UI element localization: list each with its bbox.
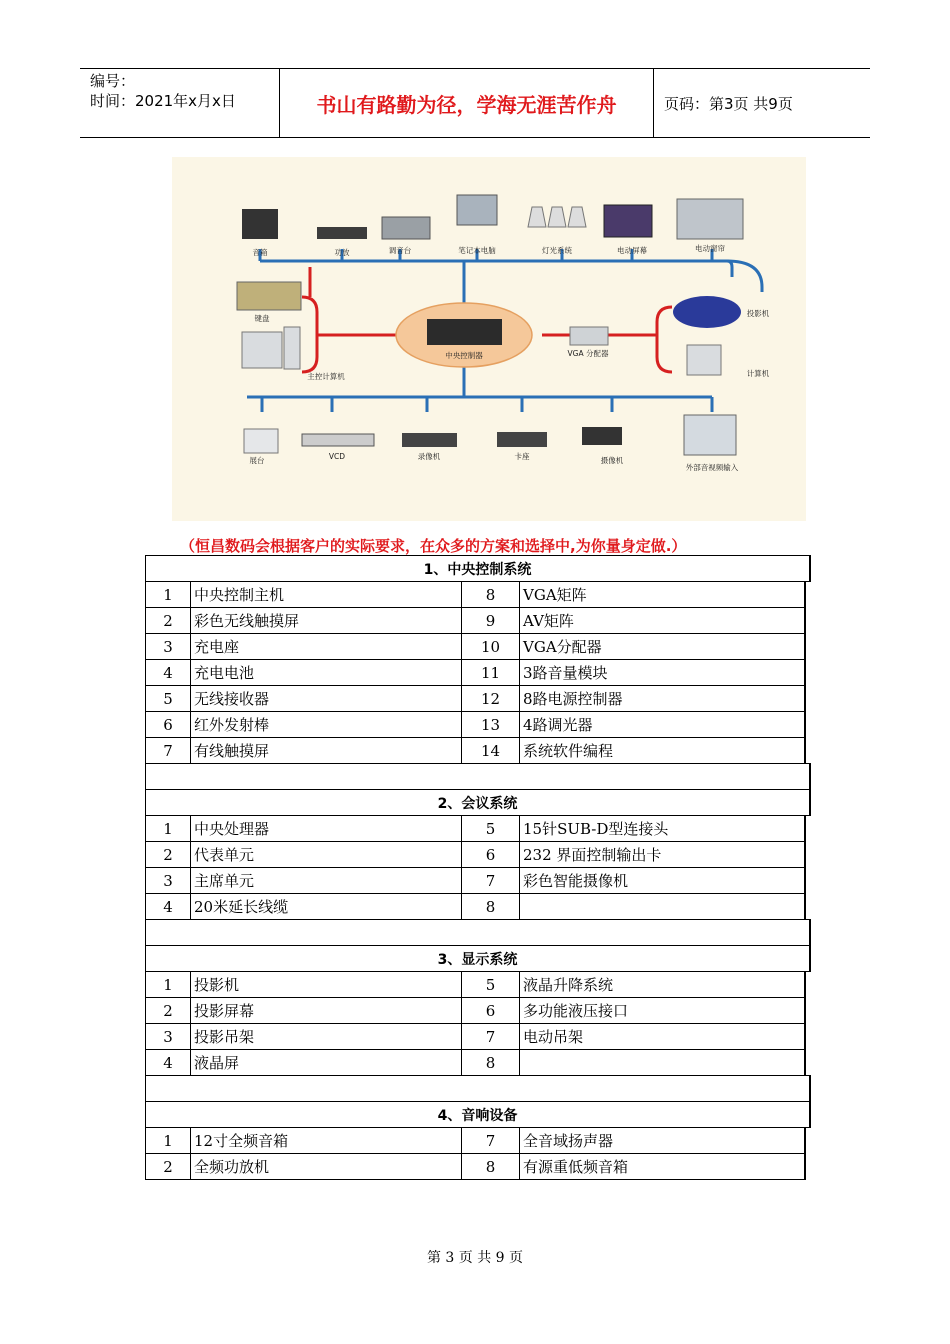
item-number: 2 bbox=[145, 841, 191, 868]
item-number: 5 bbox=[145, 685, 191, 712]
item-number: 7 bbox=[461, 867, 520, 894]
item-name: VGA分配器 bbox=[519, 633, 806, 660]
item-name: 20米延长线缆 bbox=[190, 893, 462, 920]
header-motto: 书山有路勤为径，学海无涯苦作舟 bbox=[280, 69, 654, 137]
device-label: 笔记本电脑 bbox=[458, 246, 496, 255]
item-name bbox=[519, 893, 806, 920]
item-number: 10 bbox=[461, 633, 520, 660]
mixer-icon bbox=[382, 217, 430, 239]
item-number: 12 bbox=[461, 685, 520, 712]
table-row bbox=[145, 711, 811, 738]
lighting-icon bbox=[528, 207, 586, 227]
item-name: 无线接收器 bbox=[190, 685, 462, 712]
item-name: 系统软件编程 bbox=[519, 737, 806, 764]
item-number: 3 bbox=[145, 867, 191, 894]
device-label: 灯光系统 bbox=[542, 246, 572, 255]
item-number: 7 bbox=[145, 737, 191, 764]
item-number: 11 bbox=[461, 659, 520, 686]
device-label: 电动窗帘 bbox=[695, 244, 725, 253]
item-number: 6 bbox=[461, 997, 520, 1024]
device-label: 调音台 bbox=[388, 246, 412, 255]
item-name: 彩色智能摄像机 bbox=[519, 867, 806, 894]
item-number: 1 bbox=[145, 815, 191, 842]
item-number: 8 bbox=[461, 1049, 520, 1076]
item-name bbox=[519, 1049, 806, 1076]
item-name: 3路音量模块 bbox=[519, 659, 806, 686]
monitor-icon bbox=[684, 415, 736, 455]
device-label: 计算机 bbox=[746, 369, 770, 378]
item-number: 2 bbox=[145, 997, 191, 1024]
item-name: 主席单元 bbox=[190, 867, 462, 894]
table-row bbox=[145, 815, 811, 842]
item-name: AV矩阵 bbox=[519, 607, 806, 634]
section-title: 2、会议系统 bbox=[145, 789, 811, 816]
item-name: 全音域扬声器 bbox=[519, 1127, 806, 1154]
item-name: 充电座 bbox=[190, 633, 462, 660]
page-footer: 第 3 页 共 9 页 bbox=[426, 1250, 524, 1266]
item-name: 投影屏幕 bbox=[190, 997, 462, 1024]
item-number: 4 bbox=[145, 893, 191, 920]
item-number: 2 bbox=[145, 607, 191, 634]
section-title: 4、音响设备 bbox=[145, 1101, 811, 1128]
table-row bbox=[145, 633, 811, 660]
table-row bbox=[145, 659, 811, 686]
item-name: 液晶屏 bbox=[190, 1049, 462, 1076]
system-diagram bbox=[172, 157, 806, 521]
item-name: 8路电源控制器 bbox=[519, 685, 806, 712]
item-number: 9 bbox=[461, 607, 520, 634]
item-name: 15针SUB-D型连接头 bbox=[519, 815, 806, 842]
item-number: 8 bbox=[461, 1153, 520, 1180]
item-number: 13 bbox=[461, 711, 520, 738]
splitter-label: VGA 分配器 bbox=[567, 349, 609, 358]
item-number: 1 bbox=[145, 581, 191, 608]
item-number: 3 bbox=[145, 1023, 191, 1050]
item-number: 4 bbox=[145, 659, 191, 686]
computer-icon bbox=[242, 332, 282, 368]
item-number: 8 bbox=[461, 581, 520, 608]
item-number: 1 bbox=[145, 1127, 191, 1154]
item-name: 有线触摸屏 bbox=[190, 737, 462, 764]
item-number: 7 bbox=[461, 1023, 520, 1050]
item-number: 1 bbox=[145, 971, 191, 998]
blank-row bbox=[145, 1075, 811, 1102]
device-label: 展台 bbox=[249, 456, 265, 465]
blank-row bbox=[145, 919, 811, 946]
device-label: 卡座 bbox=[514, 452, 530, 461]
device-label: VCD bbox=[328, 452, 346, 461]
table-row bbox=[145, 893, 811, 920]
table-row bbox=[145, 737, 811, 764]
item-name: 中央处理器 bbox=[190, 815, 462, 842]
item-name: 多功能液压接口 bbox=[519, 997, 806, 1024]
visualizer-icon bbox=[244, 429, 278, 453]
time-label: 时间：2021年x月x日 bbox=[90, 92, 236, 110]
device-label: 键盘 bbox=[254, 314, 270, 323]
item-name: 充电电池 bbox=[190, 659, 462, 686]
table-row bbox=[145, 867, 811, 894]
equipment-table bbox=[145, 556, 811, 1180]
item-number: 5 bbox=[461, 815, 520, 842]
system-diagram-svg bbox=[172, 157, 806, 521]
item-name: 彩色无线触摸屏 bbox=[190, 607, 462, 634]
item-name: 中央控制主机 bbox=[190, 581, 462, 608]
table-row bbox=[145, 1127, 811, 1154]
curtain-icon bbox=[677, 199, 743, 239]
item-number: 5 bbox=[461, 971, 520, 998]
item-name: 红外发射棒 bbox=[190, 711, 462, 738]
table-row bbox=[145, 997, 811, 1024]
speaker-icon bbox=[242, 209, 278, 239]
header-meta bbox=[80, 69, 280, 137]
table-row bbox=[145, 971, 811, 998]
item-name: 有源重低频音箱 bbox=[519, 1153, 806, 1180]
device-label: 音箱 bbox=[252, 248, 268, 257]
table-row bbox=[145, 1049, 811, 1076]
item-number: 4 bbox=[145, 1049, 191, 1076]
item-name: 全频功放机 bbox=[190, 1153, 462, 1180]
keyboard-icon bbox=[237, 282, 301, 310]
cassette-deck-icon bbox=[497, 432, 547, 447]
device-label: 录像机 bbox=[417, 452, 441, 461]
item-number: 8 bbox=[461, 893, 520, 920]
item-number: 14 bbox=[461, 737, 520, 764]
item-name: 电动吊架 bbox=[519, 1023, 806, 1050]
projector-icon bbox=[673, 296, 741, 328]
device-label: 摄像机 bbox=[600, 456, 624, 465]
table-row bbox=[145, 1153, 811, 1180]
section-title: 1、中央控制系统 bbox=[145, 555, 811, 582]
device-label: 功放 bbox=[334, 248, 350, 257]
item-number: 7 bbox=[461, 1127, 520, 1154]
table-row bbox=[145, 841, 811, 868]
amplifier-icon bbox=[317, 227, 367, 239]
item-number: 6 bbox=[461, 841, 520, 868]
item-name: 液晶升降系统 bbox=[519, 971, 806, 998]
table-row bbox=[145, 685, 811, 712]
item-name: 投影机 bbox=[190, 971, 462, 998]
center-label: 中央控制器 bbox=[445, 351, 483, 360]
item-number: 2 bbox=[145, 1153, 191, 1180]
header-page-label: 页码：第3页 共9页 bbox=[664, 94, 793, 113]
item-name: 投影吊架 bbox=[190, 1023, 462, 1050]
device-label: 外部音视频输入 bbox=[685, 463, 739, 472]
pc-icon bbox=[687, 345, 721, 375]
camera-icon bbox=[582, 427, 622, 445]
vcd-icon bbox=[302, 434, 374, 446]
vcr-icon bbox=[402, 433, 457, 447]
table-row bbox=[145, 581, 811, 608]
number-label: 编号： bbox=[90, 72, 136, 90]
laptop-icon bbox=[457, 195, 497, 225]
screen-icon bbox=[604, 205, 652, 237]
table-row bbox=[145, 607, 811, 634]
item-name: 12寸全频音箱 bbox=[190, 1127, 462, 1154]
page-header bbox=[80, 68, 870, 138]
item-number: 3 bbox=[145, 633, 191, 660]
device-label: 投影机 bbox=[746, 309, 770, 318]
table-row bbox=[145, 1023, 811, 1050]
item-name: 4路调光器 bbox=[519, 711, 806, 738]
item-name: 232 界面控制输出卡 bbox=[519, 841, 806, 868]
customization-note: （恒昌数码会根据客户的实际要求，在众多的方案和选择中,为你量身定做.） bbox=[180, 537, 687, 555]
item-name: 代表单元 bbox=[190, 841, 462, 868]
device-label: 主控计算机 bbox=[307, 372, 345, 381]
blank-row bbox=[145, 763, 811, 790]
section-title: 3、显示系统 bbox=[145, 945, 811, 972]
item-number: 6 bbox=[145, 711, 191, 738]
device-label: 电动屏幕 bbox=[617, 246, 647, 255]
item-name: VGA矩阵 bbox=[519, 581, 806, 608]
